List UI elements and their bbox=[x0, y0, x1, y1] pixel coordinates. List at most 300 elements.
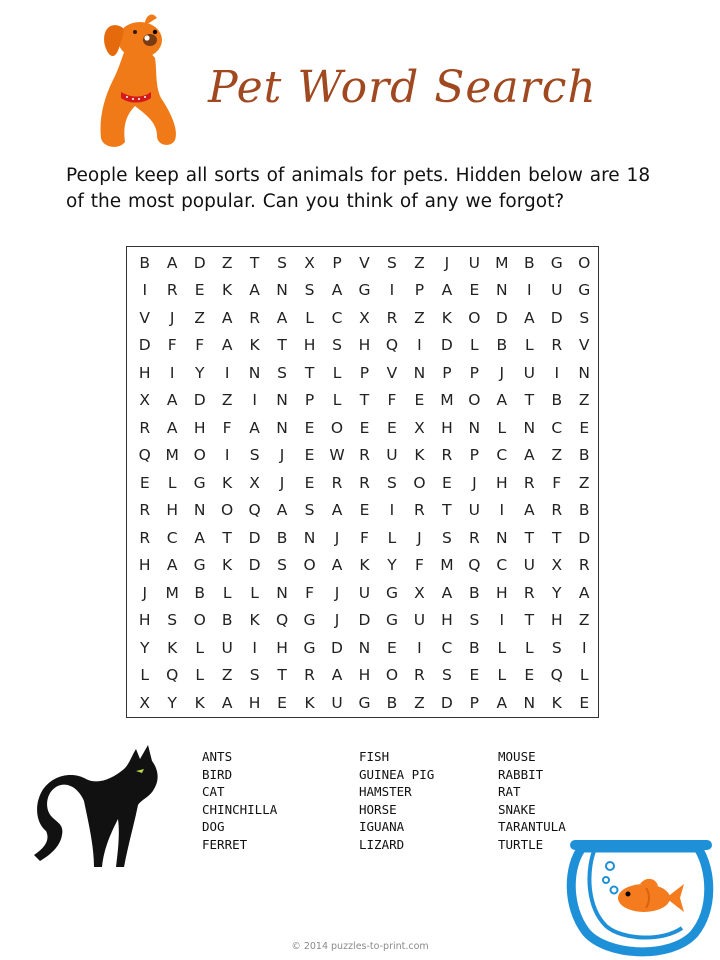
grid-letter: A bbox=[523, 308, 535, 327]
grid-letter: Z bbox=[414, 253, 425, 272]
word-item: IGUANA bbox=[359, 819, 405, 835]
grid-letter: B bbox=[469, 583, 480, 602]
page-title: Pet Word Search bbox=[208, 62, 597, 113]
grid-letter: H bbox=[138, 556, 151, 575]
grid-letter: R bbox=[578, 556, 590, 575]
grid-letter: O bbox=[221, 501, 234, 520]
grid-letter: S bbox=[387, 253, 397, 272]
grid-letter: K bbox=[249, 611, 260, 630]
grid-letter: N bbox=[578, 363, 591, 382]
grid-letter: E bbox=[579, 418, 590, 437]
grid-letter: A bbox=[194, 528, 205, 547]
grid-letter: B bbox=[276, 528, 288, 547]
grid-letter: E bbox=[304, 473, 315, 492]
grid-letter: I bbox=[169, 363, 175, 382]
grid-letter: C bbox=[496, 446, 508, 465]
grid-letter: M bbox=[440, 556, 454, 575]
grid-letter: N bbox=[523, 693, 536, 712]
grid-letter: U bbox=[468, 501, 481, 520]
grid-letter: M bbox=[495, 253, 509, 272]
grid-letter: O bbox=[413, 473, 426, 492]
grid-letter: A bbox=[221, 308, 233, 327]
grid-letter: R bbox=[414, 666, 425, 685]
grid-letter: B bbox=[194, 583, 205, 602]
grid-letter: S bbox=[304, 281, 315, 300]
grid-letter: V bbox=[139, 308, 151, 327]
word-item: CHINCHILLA bbox=[202, 801, 278, 817]
cat-illustration bbox=[28, 735, 163, 875]
grid-letter: E bbox=[194, 281, 205, 300]
grid-letter: N bbox=[276, 583, 288, 602]
grid-letter: G bbox=[550, 253, 563, 272]
grid-letter: R bbox=[359, 473, 370, 492]
word-item: CAT bbox=[202, 784, 225, 800]
grid-letter: N bbox=[496, 528, 508, 547]
grid-letter: L bbox=[524, 336, 534, 355]
grid-letter: S bbox=[167, 611, 178, 630]
grid-letter: A bbox=[331, 666, 343, 685]
grid-letter: N bbox=[276, 281, 288, 300]
grid-letter: L bbox=[167, 473, 177, 492]
grid-letter: I bbox=[389, 281, 395, 300]
grid-letter: Z bbox=[221, 391, 233, 410]
grid-letter: J bbox=[334, 528, 340, 547]
grid-letter: T bbox=[442, 501, 452, 520]
grid-letter: D bbox=[331, 638, 343, 657]
dog-illustration bbox=[95, 10, 180, 150]
grid-letter: N bbox=[523, 418, 536, 437]
grid-letter: H bbox=[166, 501, 179, 520]
grid-letter: B bbox=[139, 253, 151, 272]
grid-letter: L bbox=[222, 583, 232, 602]
grid-letter: H bbox=[358, 336, 371, 355]
grid-letter: I bbox=[581, 638, 587, 657]
grid-letter: E bbox=[441, 473, 452, 492]
grid-letter: E bbox=[304, 446, 315, 465]
grid-letter: X bbox=[551, 556, 563, 575]
grid-letter: T bbox=[524, 391, 535, 410]
grid-letter: S bbox=[579, 308, 590, 327]
grid-letter: G bbox=[358, 281, 371, 300]
grid-letter: I bbox=[527, 281, 532, 300]
grid-letter: A bbox=[221, 336, 233, 355]
word-search-grid bbox=[126, 246, 599, 718]
grid-letter: A bbox=[249, 281, 260, 300]
grid-letter: I bbox=[499, 611, 505, 630]
word-item: HAMSTER bbox=[359, 784, 412, 800]
grid-letter: J bbox=[499, 363, 505, 382]
grid-letter: S bbox=[441, 666, 452, 685]
grid-letter: R bbox=[249, 308, 260, 327]
word-item: LIZARD bbox=[359, 836, 405, 852]
grid-letter: G bbox=[193, 473, 206, 492]
grid-letter: Y bbox=[140, 638, 150, 657]
grid-letter: R bbox=[359, 446, 370, 465]
grid-letter: K bbox=[222, 556, 233, 575]
grid-letter: U bbox=[331, 693, 343, 712]
grid-letter: B bbox=[221, 611, 233, 630]
grid-letter: U bbox=[221, 638, 233, 657]
grid-letter: S bbox=[277, 253, 287, 272]
grid-letter: H bbox=[496, 473, 508, 492]
grid-letter: I bbox=[389, 501, 395, 520]
grid-letter: Z bbox=[551, 446, 563, 465]
grid-letter: J bbox=[334, 611, 340, 630]
grid-letter: H bbox=[550, 611, 563, 630]
grid-letter: P bbox=[469, 446, 480, 465]
grid-letter: E bbox=[469, 666, 480, 685]
grid-letter: G bbox=[303, 638, 316, 657]
grid-letter: D bbox=[193, 253, 206, 272]
grid-letter: E bbox=[579, 693, 590, 712]
word-item: FISH bbox=[359, 749, 390, 764]
grid-letter: Y bbox=[387, 556, 397, 575]
grid-row bbox=[131, 414, 598, 442]
grid-letter: Z bbox=[414, 693, 425, 712]
word-item: SNAKE bbox=[498, 801, 536, 817]
grid-letter: P bbox=[359, 363, 370, 382]
grid-row bbox=[131, 332, 598, 360]
grid-row bbox=[131, 579, 598, 607]
grid-letter: P bbox=[414, 281, 425, 300]
word-item: TARANTULA bbox=[498, 819, 566, 835]
grid-letter: G bbox=[385, 611, 398, 630]
grid-letter: X bbox=[249, 473, 260, 492]
grid-letter: U bbox=[358, 583, 371, 602]
grid-letter: M bbox=[165, 583, 179, 602]
grid-letter: J bbox=[169, 308, 175, 327]
grid-letter: B bbox=[496, 336, 508, 355]
grid-letter: N bbox=[468, 418, 481, 437]
grid-letter: H bbox=[193, 418, 206, 437]
grid-row bbox=[131, 277, 598, 305]
grid-letter: S bbox=[551, 638, 562, 657]
grid-letter: E bbox=[359, 501, 370, 520]
grid-letter: A bbox=[441, 583, 453, 602]
grid-letter: D bbox=[193, 391, 206, 410]
word-item: RAT bbox=[498, 784, 521, 800]
grid-letter: V bbox=[386, 363, 398, 382]
grid-letter: S bbox=[332, 336, 342, 355]
grid-letter: T bbox=[277, 336, 287, 355]
grid-letter: B bbox=[523, 253, 535, 272]
grid-row bbox=[131, 442, 598, 470]
grid-letter: A bbox=[166, 391, 178, 410]
grid-letter: A bbox=[523, 501, 535, 520]
grid-letter: L bbox=[470, 336, 479, 355]
grid-letter: F bbox=[387, 391, 397, 410]
grid-letter: J bbox=[334, 583, 340, 602]
grid-letter: I bbox=[142, 281, 148, 300]
grid-letter: G bbox=[358, 693, 371, 712]
grid-letter: J bbox=[444, 253, 450, 272]
grid-letter: P bbox=[304, 391, 315, 410]
grid-letter: D bbox=[248, 556, 261, 575]
grid-letter: N bbox=[276, 418, 288, 437]
word-item: HORSE bbox=[359, 801, 397, 817]
grid-letter: L bbox=[579, 666, 589, 685]
grid-letter: K bbox=[249, 336, 260, 355]
grid-letter: M bbox=[165, 446, 179, 465]
grid-letter: C bbox=[166, 528, 178, 547]
grid-letter: L bbox=[497, 666, 507, 685]
copyright-text: © 2014 puzzles-to-print.com bbox=[291, 941, 429, 952]
grid-letter: S bbox=[249, 666, 260, 685]
grid-letter: I bbox=[252, 391, 257, 410]
word-item: DOG bbox=[202, 819, 225, 835]
grid-letter: S bbox=[304, 501, 315, 520]
grid-letter: H bbox=[358, 666, 371, 685]
grid-letter: G bbox=[578, 281, 591, 300]
grid-letter: R bbox=[441, 446, 453, 465]
grid-letter: O bbox=[193, 446, 206, 465]
grid-letter: E bbox=[387, 418, 397, 437]
grid-letter: U bbox=[386, 446, 398, 465]
grid-letter: I bbox=[417, 638, 422, 657]
grid-letter: R bbox=[386, 308, 398, 327]
grid-letter: N bbox=[358, 638, 371, 657]
grid-letter: U bbox=[523, 556, 535, 575]
grid-letter: T bbox=[277, 666, 287, 685]
grid-letter: D bbox=[358, 611, 371, 630]
grid-letter: Q bbox=[468, 556, 481, 575]
grid-letter: H bbox=[496, 583, 508, 602]
word-item: RABBIT bbox=[498, 766, 544, 782]
grid-letter: Z bbox=[414, 308, 425, 327]
grid-letter: S bbox=[469, 611, 480, 630]
grid-letter: N bbox=[193, 501, 206, 520]
grid-row bbox=[131, 469, 598, 497]
grid-letter: I bbox=[224, 446, 230, 465]
grid-row bbox=[131, 662, 598, 690]
grid-letter: Q bbox=[550, 666, 563, 685]
word-item: MOUSE bbox=[498, 749, 536, 764]
grid-row bbox=[131, 387, 598, 415]
grid-letter: A bbox=[331, 556, 343, 575]
grid-letter: G bbox=[193, 556, 206, 575]
grid-letter: F bbox=[222, 418, 232, 437]
grid-letter: T bbox=[524, 528, 535, 547]
grid-letter: A bbox=[523, 446, 535, 465]
grid-row bbox=[131, 497, 598, 525]
grid-letter: R bbox=[139, 501, 151, 520]
grid-letter: L bbox=[332, 391, 342, 410]
grid-letter: D bbox=[138, 336, 151, 355]
grid-letter: K bbox=[194, 693, 205, 712]
grid-letter: E bbox=[359, 418, 370, 437]
grid-letter: Q bbox=[385, 336, 399, 355]
grid-letter: N bbox=[303, 528, 316, 547]
grid-letter: U bbox=[523, 363, 535, 382]
grid-letter: R bbox=[523, 473, 535, 492]
grid-row bbox=[131, 249, 598, 277]
grid-letter: H bbox=[138, 611, 151, 630]
grid-letter: O bbox=[578, 253, 591, 272]
grid-letter: D bbox=[550, 308, 563, 327]
grid-letter: W bbox=[329, 446, 345, 465]
grid-letter: L bbox=[305, 308, 314, 327]
grid-letter: U bbox=[468, 253, 481, 272]
grid-letter: S bbox=[249, 446, 260, 465]
grid-letter: K bbox=[167, 638, 178, 657]
grid-letter: A bbox=[331, 281, 343, 300]
grid-letter: U bbox=[551, 281, 563, 300]
grid-letter: P bbox=[332, 253, 342, 272]
grid-letter: H bbox=[138, 363, 151, 382]
grid-letter: E bbox=[469, 281, 480, 300]
grid-letter: J bbox=[279, 473, 285, 492]
grid-letter: H bbox=[441, 611, 453, 630]
grid-letter: A bbox=[166, 556, 178, 575]
grid-letter: E bbox=[304, 418, 315, 437]
grid-letter: Y bbox=[167, 693, 177, 712]
grid-letter: B bbox=[386, 693, 398, 712]
grid-letter: Q bbox=[138, 446, 151, 465]
grid-letter: Q bbox=[166, 666, 179, 685]
grid-row bbox=[131, 689, 598, 717]
grid-letter: F bbox=[167, 336, 177, 355]
grid-letter: I bbox=[224, 363, 230, 382]
grid-letter: H bbox=[276, 638, 288, 657]
grid-letter: T bbox=[359, 391, 370, 410]
grid-letter: X bbox=[414, 418, 425, 437]
grid-letter: R bbox=[551, 501, 563, 520]
grid-letter: A bbox=[496, 391, 508, 410]
grid-letter: F bbox=[552, 473, 562, 492]
grid-letter: Z bbox=[221, 666, 233, 685]
grid-letter: C bbox=[331, 308, 343, 327]
grid-letter: O bbox=[303, 556, 316, 575]
grid-letter: Z bbox=[221, 253, 233, 272]
grid-row bbox=[131, 524, 598, 552]
grid-letter: M bbox=[440, 391, 454, 410]
grid-letter: A bbox=[249, 418, 260, 437]
grid-letter: Y bbox=[194, 363, 205, 382]
grid-letter: R bbox=[468, 528, 480, 547]
grid-letter: E bbox=[139, 473, 150, 492]
grid-letter: H bbox=[303, 336, 316, 355]
grid-letter: I bbox=[252, 638, 257, 657]
grid-letter: T bbox=[552, 528, 562, 547]
grid-row bbox=[131, 607, 598, 635]
grid-letter: J bbox=[472, 473, 477, 492]
grid-letter: S bbox=[387, 473, 397, 492]
grid-letter: L bbox=[332, 363, 342, 382]
grid-letter: J bbox=[279, 446, 285, 465]
grid-letter: A bbox=[496, 693, 508, 712]
word-item: FERRET bbox=[202, 836, 248, 852]
grid-letter: V bbox=[359, 253, 370, 272]
grid-letter: R bbox=[139, 528, 151, 547]
grid-letter: L bbox=[195, 666, 204, 685]
grid-letter: V bbox=[578, 336, 590, 355]
grid-letter: R bbox=[551, 336, 563, 355]
grid-letter: O bbox=[468, 308, 481, 327]
grid-row bbox=[131, 359, 598, 387]
grid-letter: C bbox=[496, 556, 508, 575]
grid-letter: X bbox=[414, 583, 425, 602]
word-list bbox=[202, 748, 598, 854]
grid-letter: F bbox=[360, 528, 369, 547]
grid-letter: G bbox=[385, 583, 398, 602]
grid-letter: T bbox=[222, 528, 232, 547]
grid-letter: L bbox=[250, 583, 259, 602]
grid-letter: N bbox=[248, 363, 261, 382]
grid-letter: Q bbox=[275, 611, 289, 630]
grid-letter: K bbox=[222, 473, 233, 492]
grid-letter: B bbox=[551, 391, 563, 410]
grid-letter: J bbox=[417, 528, 422, 547]
grid-letter: F bbox=[195, 336, 205, 355]
grid-letter: H bbox=[441, 418, 453, 437]
grid-letter: D bbox=[495, 308, 508, 327]
grid-letter: E bbox=[524, 666, 535, 685]
grid-letter: L bbox=[387, 528, 397, 547]
grid-letter: R bbox=[304, 666, 315, 685]
grid-letter: F bbox=[414, 556, 424, 575]
grid-letter: O bbox=[330, 418, 344, 437]
grid-letter: R bbox=[414, 501, 425, 520]
grid-letter: K bbox=[222, 281, 233, 300]
grid-letter: X bbox=[304, 253, 315, 272]
word-item: GUINEA PIG bbox=[359, 766, 435, 782]
grid-letter: Q bbox=[248, 501, 261, 520]
grid-letter: D bbox=[440, 693, 453, 712]
grid-letter: U bbox=[413, 611, 426, 630]
grid-letter: A bbox=[276, 501, 288, 520]
grid-letter: X bbox=[359, 308, 370, 327]
grid-letter: D bbox=[578, 528, 591, 547]
grid-letter: Z bbox=[578, 391, 590, 410]
grid-letter: B bbox=[578, 446, 590, 465]
grid-letter: R bbox=[139, 418, 151, 437]
intro-text: People keep all sorts of animals for pets. Hidden below are 18 of the most popular. Can you think of any we forgot? bbox=[66, 165, 651, 212]
word-item: ANTS bbox=[202, 749, 233, 764]
grid-letter: P bbox=[469, 693, 480, 712]
grid-letter: R bbox=[331, 473, 343, 492]
grid-letter: A bbox=[441, 281, 453, 300]
grid-letter: I bbox=[499, 501, 505, 520]
grid-letter: Z bbox=[194, 308, 205, 327]
grid-letter: I bbox=[554, 363, 560, 382]
grid-letter: L bbox=[195, 638, 204, 657]
grid-letter: D bbox=[248, 528, 261, 547]
grid-letter: E bbox=[414, 391, 425, 410]
grid-letter: A bbox=[166, 418, 178, 437]
grid-letter: P bbox=[442, 363, 452, 382]
grid-letter: Z bbox=[578, 611, 590, 630]
grid-row bbox=[131, 634, 598, 662]
grid-letter: C bbox=[441, 638, 453, 657]
grid-letter: S bbox=[277, 363, 287, 382]
grid-letter: O bbox=[385, 666, 399, 685]
grid-letter: A bbox=[221, 693, 233, 712]
grid-letter: T bbox=[249, 253, 260, 272]
word-list-column bbox=[359, 748, 498, 854]
grid-letter: B bbox=[578, 501, 590, 520]
grid-letter: L bbox=[524, 638, 534, 657]
word-item: BIRD bbox=[202, 766, 233, 782]
grid-letter: N bbox=[413, 363, 426, 382]
grid-letter: D bbox=[440, 336, 453, 355]
grid-letter: L bbox=[497, 638, 507, 657]
grid-letter: A bbox=[331, 501, 343, 520]
grid-letter: A bbox=[276, 308, 288, 327]
word-item: TURTLE bbox=[498, 836, 544, 852]
grid-letter: H bbox=[248, 693, 261, 712]
grid-letter: S bbox=[277, 556, 287, 575]
grid-letter: E bbox=[277, 693, 287, 712]
